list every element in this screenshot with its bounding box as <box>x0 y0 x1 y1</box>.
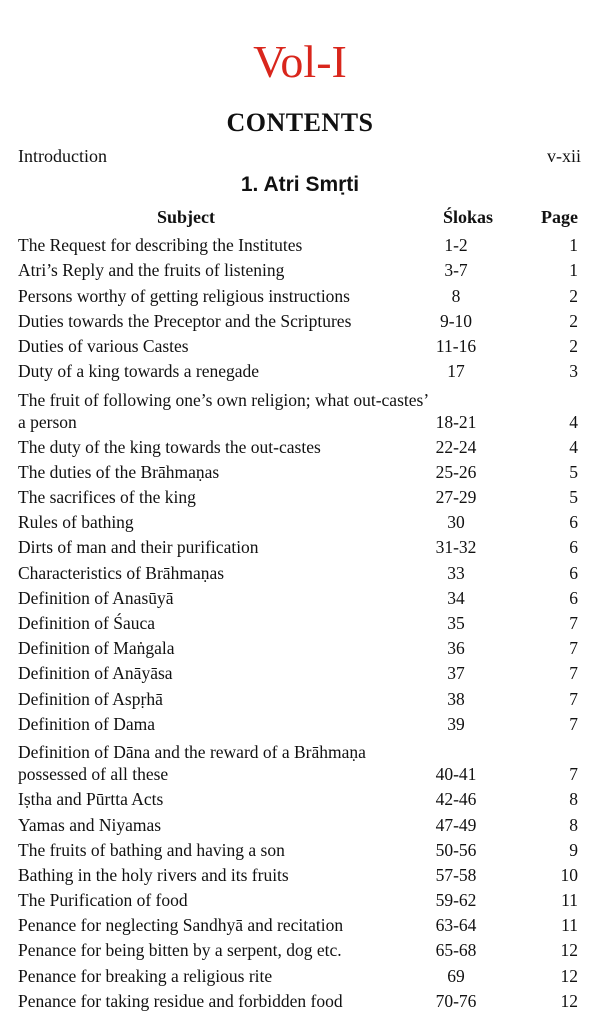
row-subject: The fruits of bathing and having a son <box>18 839 285 860</box>
row-page: 12 <box>560 990 578 1011</box>
row-subject: Penance for breaking a religious rite <box>18 965 273 986</box>
row-slokas: 31-32 <box>435 537 477 558</box>
row-page: 3 <box>569 361 578 382</box>
row-subject: Persons worthy of getting religious instructions <box>18 285 350 306</box>
row-page: 1 <box>569 260 578 281</box>
row-subject: Iṣtha and Pūrtta Acts <box>18 789 164 810</box>
table-row <box>0 508 600 533</box>
row-subject: Penance for taking residue and forbidden food <box>18 990 343 1011</box>
row-subject: Characteristics of Brāhmaṇas <box>18 562 225 583</box>
row-slokas: 11-16 <box>435 335 477 356</box>
table-row <box>0 634 600 659</box>
row-page: 4 <box>569 436 578 457</box>
row-page: 7 <box>569 764 578 785</box>
table-row <box>0 961 600 986</box>
row-subject: Definition of Śauca <box>18 613 156 634</box>
row-subject: The Request for describing the Institutes <box>18 235 303 256</box>
row-slokas: 36 <box>447 638 465 659</box>
contents-table <box>0 231 600 1012</box>
row-slokas: 59-62 <box>435 890 477 911</box>
row-page: 11 <box>561 890 578 911</box>
row-page: 7 <box>569 688 578 709</box>
row-subject: Definition of Dāna and the reward of a Brāhmaṇa possessed of all these <box>18 742 366 785</box>
row-subject: Dirts of man and their purification <box>18 537 259 558</box>
row-slokas: 70-76 <box>435 990 477 1011</box>
row-slokas: 27-29 <box>435 487 477 508</box>
row-page: 6 <box>569 587 578 608</box>
row-subject: Penance for neglecting Sandhyā and recitation <box>18 915 344 936</box>
row-subject: Bathing in the holy rivers and its fruits <box>18 864 289 885</box>
row-page: 12 <box>560 965 578 986</box>
row-slokas: 57-58 <box>435 864 477 885</box>
row-subject: Penance for being bitten by a serpent, dog etc. <box>18 940 342 961</box>
row-slokas: 42-46 <box>435 789 477 810</box>
row-subject: The duty of the king towards the out-castes <box>18 436 321 457</box>
row-slokas: 38 <box>447 688 465 709</box>
row-subject: Definition of Anāyāsa <box>18 663 173 684</box>
table-row <box>0 710 600 735</box>
table-row <box>0 558 600 583</box>
row-slokas: 69 <box>447 965 465 986</box>
row-slokas: 25-26 <box>435 461 477 482</box>
table-row <box>0 911 600 936</box>
row-subject: Definition of Dama <box>18 713 156 734</box>
column-header-slokas: Ślokas <box>443 207 494 227</box>
column-header-page: Page <box>541 207 578 227</box>
row-page: 8 <box>569 789 578 810</box>
row-page: 1 <box>569 235 578 256</box>
column-header-subject: Subject <box>157 207 215 227</box>
row-page: 10 <box>560 864 578 885</box>
table-row <box>0 735 600 785</box>
row-slokas: 65-68 <box>435 940 477 961</box>
row-subject: Duty of a king towards a renegade <box>18 361 260 382</box>
row-slokas: 50-56 <box>435 839 477 860</box>
row-subject: Yamas and Niyamas <box>18 814 162 835</box>
table-row <box>0 256 600 281</box>
table-row <box>0 357 600 382</box>
row-slokas: 63-64 <box>435 915 477 936</box>
row-subject: Definition of Aspṛhā <box>18 688 163 709</box>
row-page: 4 <box>569 411 578 432</box>
row-page: 11 <box>561 915 578 936</box>
row-slokas: 8 <box>451 285 461 306</box>
table-row <box>0 836 600 861</box>
row-slokas: 40-41 <box>435 764 477 785</box>
section-title: 1. Atri Smṛti <box>240 173 360 196</box>
row-page: 5 <box>569 461 578 482</box>
row-subject: The fruit of following one’s own religion; what out-castes’ a person <box>18 389 428 432</box>
row-page: 6 <box>569 562 578 583</box>
table-row <box>0 584 600 609</box>
table-row <box>0 332 600 357</box>
row-page: 6 <box>569 512 578 533</box>
row-subject: Duties of various Castes <box>18 335 189 356</box>
row-subject: Definition of Anasūyā <box>18 587 174 608</box>
contents-heading: CONTENTS <box>226 108 374 137</box>
table-row <box>0 810 600 835</box>
table-row <box>0 382 600 432</box>
row-slokas: 3-7 <box>444 260 468 281</box>
table-row <box>0 936 600 961</box>
row-subject: Duties towards the Preceptor and the Scriptures <box>18 310 352 331</box>
row-subject: Rules of bathing <box>18 512 134 533</box>
row-subject: The Purification of food <box>18 890 188 911</box>
table-row <box>0 609 600 634</box>
row-page: 2 <box>569 285 578 306</box>
row-slokas: 47-49 <box>435 814 477 835</box>
row-slokas: 22-24 <box>435 436 477 457</box>
table-row <box>0 987 600 1012</box>
row-slokas: 9-10 <box>439 310 473 331</box>
row-page: 2 <box>569 310 578 331</box>
row-page: 6 <box>569 537 578 558</box>
table-row <box>0 886 600 911</box>
introduction-pages: v-xii <box>547 146 581 166</box>
row-page: 2 <box>569 335 578 356</box>
row-slokas: 34 <box>447 587 465 608</box>
row-slokas: 1-2 <box>444 235 468 256</box>
row-slokas: 35 <box>447 613 465 634</box>
table-row <box>0 785 600 810</box>
table-row <box>0 281 600 306</box>
row-subject: Definition of Maṅgala <box>18 638 175 659</box>
row-page: 7 <box>569 638 578 659</box>
row-page: 7 <box>569 613 578 634</box>
table-row <box>0 684 600 709</box>
row-slokas: 39 <box>447 713 465 734</box>
row-subject: Atri’s Reply and the fruits of listening <box>18 260 285 281</box>
table-row <box>0 533 600 558</box>
row-page: 8 <box>569 814 578 835</box>
table-row <box>0 861 600 886</box>
table-row <box>0 307 600 332</box>
row-slokas: 33 <box>447 562 465 583</box>
row-page: 9 <box>569 839 578 860</box>
table-row <box>0 458 600 483</box>
table-row <box>0 433 600 458</box>
row-page: 7 <box>569 663 578 684</box>
row-page: 12 <box>560 940 578 961</box>
table-row <box>0 231 600 256</box>
table-row <box>0 659 600 684</box>
row-page: 5 <box>569 487 578 508</box>
volume-title: Vol-I <box>253 36 347 87</box>
row-slokas: 37 <box>447 663 465 684</box>
row-subject: The sacrifices of the king <box>18 487 196 508</box>
row-slokas: 30 <box>447 512 465 533</box>
introduction-label: Introduction <box>18 146 107 166</box>
row-subject: The duties of the Brāhmaṇas <box>18 461 220 482</box>
row-page: 7 <box>569 713 578 734</box>
row-slokas: 17 <box>447 361 465 382</box>
row-slokas: 18-21 <box>435 411 477 432</box>
table-row <box>0 483 600 508</box>
